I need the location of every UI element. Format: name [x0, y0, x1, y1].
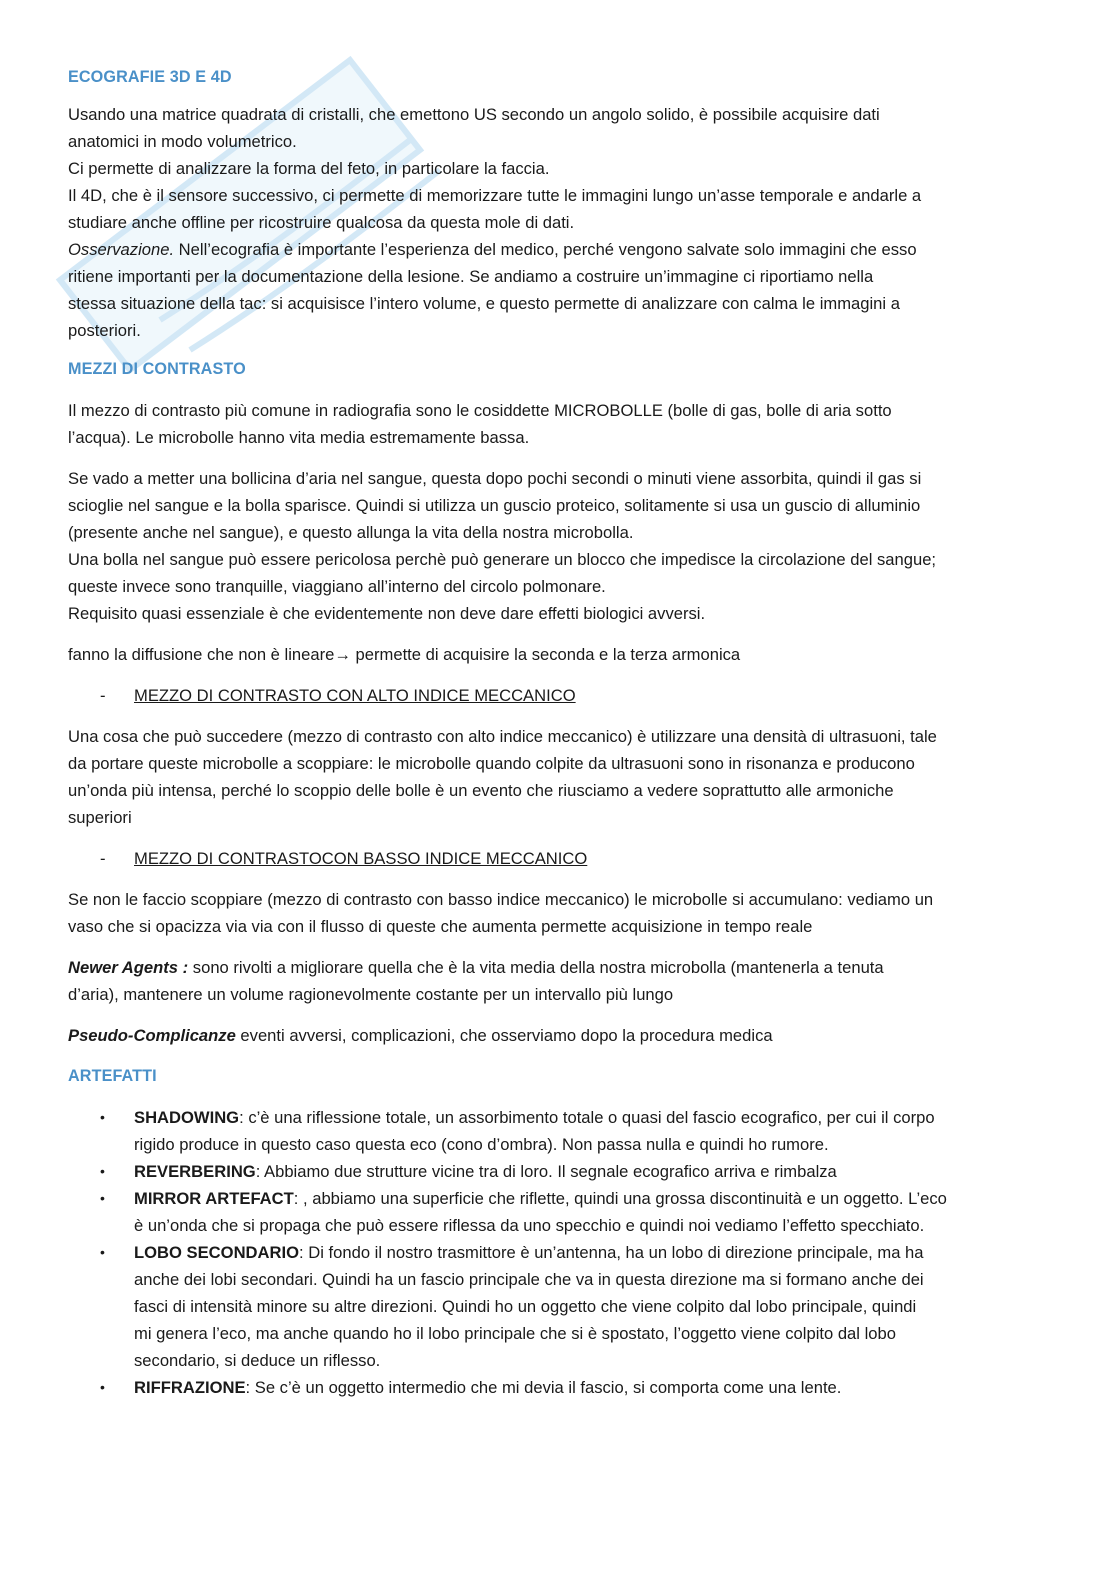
mezzi-p6-line1: Una cosa che può succedere (mezzo di contrasto con alto indice meccanico) è utilizzare una densità di ultrasuoni, tale: [68, 727, 937, 746]
reverbering-line1: : Abbiamo due strutture vicine tra di loro. Il segnale ecografico arriva e rimbalza: [255, 1162, 837, 1181]
eco-p1-line1: Usando una matrice quadrata di cristalli, che emettono US secondo un angolo solido, è possibile acquisire dati: [68, 105, 880, 124]
lobo-line1: : Di fondo il nostro trasmittore è un’antenna, ha un lobo di direzione principale, ma ha: [299, 1243, 924, 1262]
eco-observation-line2: ritiene importanti per la documentazione della lesione. Se andiamo a costruire un’immagine ci riportiamo nella: [68, 267, 874, 286]
list-item: [68, 1239, 1048, 1374]
eco-p1-line2: anatomici in modo volumetrico.: [68, 132, 297, 151]
bullet-icon: •: [100, 1244, 105, 1260]
arrow-right-icon: →: [334, 645, 351, 664]
mezzi-p6-line3: un’onda più intensa, perché lo scoppio delle bolle è un evento che riusciamo a vedere soprattutto alle armoniche: [68, 781, 894, 800]
eco-observation-line4: posteriori.: [68, 321, 141, 340]
item-label-basso-indice: MEZZO DI CONTRASTOCON BASSO INDICE MECCANICO: [134, 849, 588, 868]
riffrazione-line1: : Se c’è un oggetto intermedio che mi devia il fascio, si comporta come una lente.: [245, 1378, 842, 1397]
term-lobo-secondario: LOBO SECONDARIO: [134, 1243, 300, 1262]
mezzi-p2: [68, 465, 1048, 627]
mezzi-p2-line1: Se vado a metter una bollicina d’aria nel sangue, questa dopo pochi secondi o minuti viene assorbita, quindi il gas si: [68, 469, 922, 488]
pseudo-complicanze-paragraph: [68, 1022, 1048, 1049]
mezzi-p1-line1: Il mezzo di contrasto più comune in radiografia sono le cosiddette MICROBOLLE (bolle di gas, bolle di aria sotto: [68, 401, 892, 420]
mezzi-p7: [68, 886, 1048, 940]
list-item: [68, 1104, 1048, 1158]
artefatto-reverbering: [134, 1158, 1048, 1185]
observation-label: Osservazione.: [68, 240, 175, 259]
newer-line1: [68, 954, 1048, 981]
artefatto-riffrazione: [134, 1374, 1048, 1401]
newer-agents-text: sono rivolti a migliorare quella che è la vita media della nostra microbolla (mantenerla a tenuta: [188, 958, 884, 977]
mezzi-p7-line1: Se non le faccio scoppiare (mezzo di contrasto con basso indice meccanico) le microbolle si accumulano: vediamo un: [68, 890, 934, 909]
newer-line2: d’aria), mantenere un volume ragionevolmente costante per un intervallo più lungo: [68, 985, 674, 1004]
dash-marker: -: [100, 849, 106, 868]
mezzi-p6: [68, 723, 1048, 831]
mezzi-p5-text-a: fanno la diffusione che non è lineare: [68, 645, 335, 664]
heading-ecografie: ECOGRAFIE 3D E 4D: [68, 68, 232, 86]
eco-p3-line2: studiare anche offline per ricostruire qualcosa da questa mole di dati.: [68, 213, 575, 232]
artefatto-mirror: [134, 1185, 1048, 1239]
mezzi-p3-line1: Una bolla nel sangue può essere pericolosa perchè può generare un blocco che impedisce la circolazione del sangue;: [68, 550, 937, 569]
lobo-line3: fasci di intensità minore su altre direzioni. Quindi ho un oggetto che viene colpito dal lobo principale, quindi: [134, 1297, 917, 1316]
heading-mezzi-di-contrasto: MEZZI DI CONTRASTO: [68, 360, 246, 378]
lobo-line5: secondario, si deduce un riflesso.: [134, 1351, 381, 1370]
observation-text: Nell’ecografia è importante l’esperienza del medico, perché vengono salvate solo immagini che esso: [174, 240, 917, 259]
item-label-alto-indice: MEZZO DI CONTRASTO CON ALTO INDICE MECCANICO: [134, 686, 576, 705]
mezzi-p5: [68, 641, 1048, 668]
mezzi-p5-text-b: permette di acquisire la seconda e la terza armonica: [350, 645, 741, 664]
mezzi-p1-line2: l’acqua). Le microbolle hanno vita media estremamente bassa.: [68, 428, 530, 447]
list-item-alto-indice: [68, 682, 1048, 709]
artefatti-list: [68, 1104, 1048, 1401]
lobo-line4: mi genera l’eco, ma anche quando ho il lobo principale che si è spostato, l’oggetto viene colpito dal lobo: [134, 1324, 896, 1343]
artefatto-lobo-secondario: [134, 1239, 1048, 1374]
mezzi-p2-line2: scioglie nel sangue e la bolla sparisce. Quindi si utilizza un guscio proteico, solitamente si usa un guscio di alluminio: [68, 496, 921, 515]
shadowing-line2: rigido produce in questo caso questa eco (cono d’ombra). Non passa nulla e quindi ho rumore.: [134, 1135, 829, 1154]
bullet-icon: •: [100, 1109, 105, 1125]
shadowing-line1: : c’è una riflessione totale, un assorbimento totale o quasi del fascio ecografico, per cui il corpo: [239, 1108, 935, 1127]
eco-observation-line3: stessa situazione della tac: si acquisisce l’intero volume, e questo permette di analizzare con calma le immagini a: [68, 294, 900, 313]
list-item: [68, 1185, 1048, 1239]
artefatto-shadowing: [134, 1104, 1048, 1158]
mezzi-p4: Requisito quasi essenziale è che evidentemente non deve dare effetti biologici avversi.: [68, 604, 706, 623]
term-reverbering: REVERBERING: [134, 1162, 256, 1181]
term-riffrazione: RIFFRAZIONE: [134, 1378, 246, 1397]
mezzi-p7-line2: vaso che si opacizza via via con il flusso di queste che aumenta permette acquisizione in tempo reale: [68, 917, 813, 936]
dash-marker: -: [100, 686, 106, 705]
newer-agents-paragraph: [68, 954, 1048, 1008]
eco-p2: Ci permette di analizzare la forma del feto, in particolare la faccia.: [68, 159, 550, 178]
term-mirror-artefact: MIRROR ARTEFACT: [134, 1189, 294, 1208]
pseudo-complicanze-text: eventi avversi, complicazioni, che osserviamo dopo la procedura medica: [235, 1026, 773, 1045]
mezzi-p3-line2: queste invece sono tranquille, viaggiano all’interno del circolo polmonare.: [68, 577, 606, 596]
mezzi-p6-line4: superiori: [68, 808, 132, 827]
mirror-line1: : , abbiamo una superficie che riflette, quindi una grossa discontinuità e un oggetto. L’eco: [293, 1189, 947, 1208]
bullet-icon: •: [100, 1379, 105, 1395]
eco-observation-line1: [68, 236, 1048, 263]
lobo-line2: anche dei lobi secondari. Quindi ha un fascio principale che va in questa direzione ma si formano anche dei: [134, 1270, 924, 1289]
eco-paragraph-block: [68, 101, 1048, 344]
pseudo-complicanze-label: Pseudo-Complicanze: [68, 1026, 236, 1045]
mezzi-p1: [68, 397, 1048, 451]
mirror-line2: è un’onda che si propaga che può essere riflessa da uno specchio e quindi noi vediamo l’effetto specchiato.: [134, 1216, 925, 1235]
bullet-icon: •: [100, 1163, 105, 1179]
eco-p3-line1: Il 4D, che è il sensore successivo, ci permette di memorizzare tutte le immagini lungo un’asse temporale e andarle a: [68, 186, 922, 205]
term-shadowing: SHADOWING: [134, 1108, 240, 1127]
document-page: [68, 64, 1048, 1401]
mezzi-p2-line3: (presente anche nel sangue), e questo allunga la vita della nostra microbolla.: [68, 523, 634, 542]
list-item: [68, 1158, 1048, 1185]
newer-agents-label: Newer Agents :: [68, 958, 189, 977]
heading-artefatti: ARTEFATTI: [68, 1067, 157, 1085]
list-item: [68, 1374, 1048, 1401]
list-item-basso-indice: [68, 845, 1048, 872]
mezzi-p6-line2: da portare queste microbolle a scoppiare: le microbolle quando colpite da ultrasuoni sono in risonanza e producono: [68, 754, 915, 773]
bullet-icon: •: [100, 1190, 105, 1206]
